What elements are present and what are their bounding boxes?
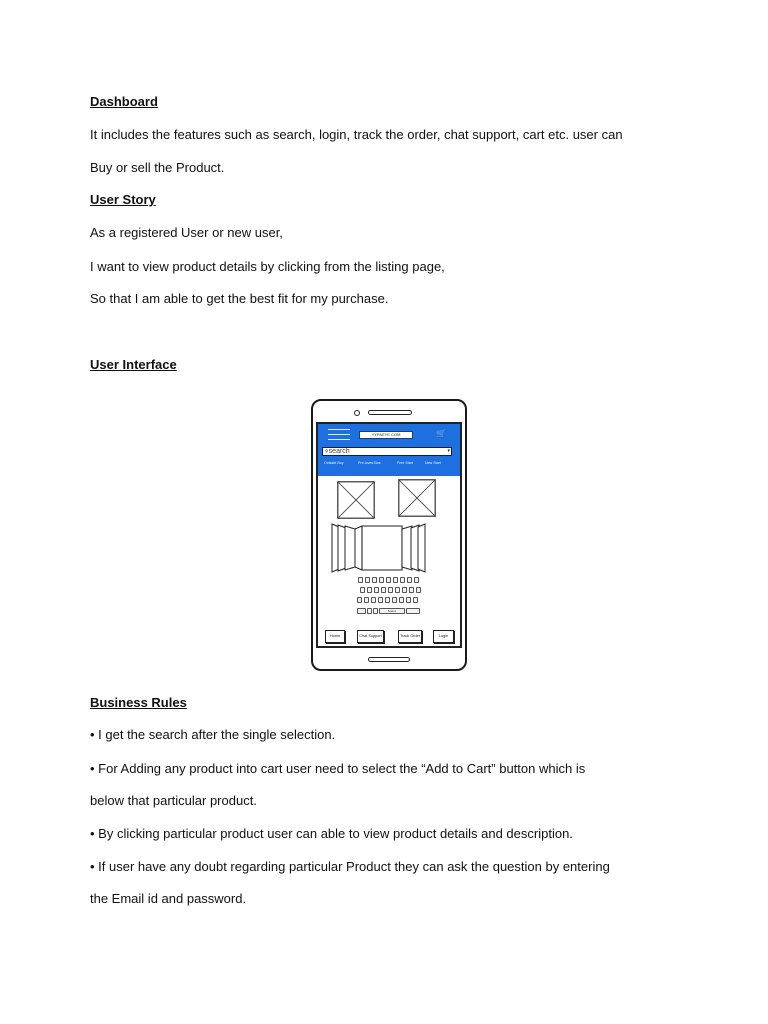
keyboard-key (414, 577, 419, 583)
app-header (318, 424, 460, 476)
search-icon: ⚲ (325, 449, 329, 455)
phone-screen (316, 422, 462, 648)
keyboard-key (402, 587, 407, 593)
dashboard-description-line-1: It includes the features such as search, login, track the order, chat support, cart etc. user can (90, 127, 623, 142)
keyboard-key (399, 597, 404, 603)
keyboard-key (364, 597, 369, 603)
menu-line (328, 439, 350, 440)
category-link: New Start (425, 461, 441, 465)
category-link: Pre-loved Bos (358, 461, 381, 465)
nav-chat-support-button: Chat Support (357, 630, 384, 643)
keyboard-space-key: Space (379, 608, 405, 614)
url-bar: YYPAEYE.COM (359, 431, 413, 439)
user-story-line-1: As a registered User or new user, (90, 225, 283, 240)
category-link: Free Start (397, 461, 413, 465)
product-image-placeholder (337, 481, 375, 519)
nav-login-button: Login (433, 630, 454, 643)
speaker-slot (368, 410, 412, 415)
keyboard-key (385, 597, 390, 603)
business-rule-line-2: • For Adding any product into cart user need to select the “Add to Cart” button which is (90, 761, 586, 776)
keyboard-key (357, 608, 366, 614)
keyboard-key (379, 577, 384, 583)
phone-mockup (311, 399, 467, 671)
keyboard-key (392, 597, 397, 603)
keyboard-key (400, 577, 405, 583)
keyboard-key (373, 608, 378, 614)
keyboard-key (388, 587, 393, 593)
keyboard-key (386, 577, 391, 583)
keyboard-key (413, 597, 418, 603)
keyboard-key (378, 597, 383, 603)
search-placeholder: search (328, 448, 350, 455)
keyboard-key (367, 608, 372, 614)
user-story-line-2: I want to view product details by clicking from the listing page, (90, 259, 445, 274)
keyboard-key (360, 587, 365, 593)
business-rule-line-1: • I get the search after the single selection. (90, 727, 336, 742)
keyboard-key (357, 597, 362, 603)
business-rules-heading: Business Rules (90, 695, 187, 710)
cart-icon: 🛒 (436, 429, 446, 438)
keyboard-key (395, 587, 400, 593)
dashboard-heading: Dashboard (90, 94, 158, 109)
nav-home-button: Home (325, 630, 345, 643)
user-story-heading: User Story (90, 192, 156, 207)
business-rule-line-6: the Email id and password. (90, 891, 247, 906)
keyboard-key (393, 577, 398, 583)
camera-dot (354, 410, 360, 416)
on-screen-keyboard (355, 577, 423, 621)
nav-track-order-button: Track Order (398, 630, 422, 643)
keyboard-key (406, 597, 411, 603)
keyboard-key (407, 577, 412, 583)
business-rule-line-4: • By clicking particular product user can able to view product details and description. (90, 826, 573, 841)
keyboard-key (371, 597, 376, 603)
keyboard-key (416, 587, 421, 593)
keyboard-key (367, 587, 372, 593)
keyboard-key (406, 608, 420, 614)
keyboard-key (381, 587, 386, 593)
menu-line (328, 429, 350, 430)
keyboard-key (372, 577, 377, 583)
business-rule-line-5: • If user have any doubt regarding particular Product they can ask the question by entering (90, 859, 610, 874)
keyboard-key (365, 577, 370, 583)
home-button (368, 657, 410, 662)
category-link: Outside Buy (324, 461, 344, 465)
search-dropdown-icon: ▾ (447, 448, 450, 454)
business-rule-line-3: below that particular product. (90, 793, 257, 808)
keyboard-key (409, 587, 414, 593)
keyboard-key (374, 587, 379, 593)
dashboard-description-line-2: Buy or sell the Product. (90, 160, 225, 175)
cover-flow-carousel (330, 522, 438, 574)
user-interface-heading: User Interface (90, 357, 177, 372)
keyboard-key (358, 577, 363, 583)
menu-line (328, 434, 350, 435)
search-input (322, 447, 452, 456)
user-story-line-3: So that I am able to get the best fit for my purchase. (90, 291, 389, 306)
product-image-placeholder (398, 479, 436, 517)
